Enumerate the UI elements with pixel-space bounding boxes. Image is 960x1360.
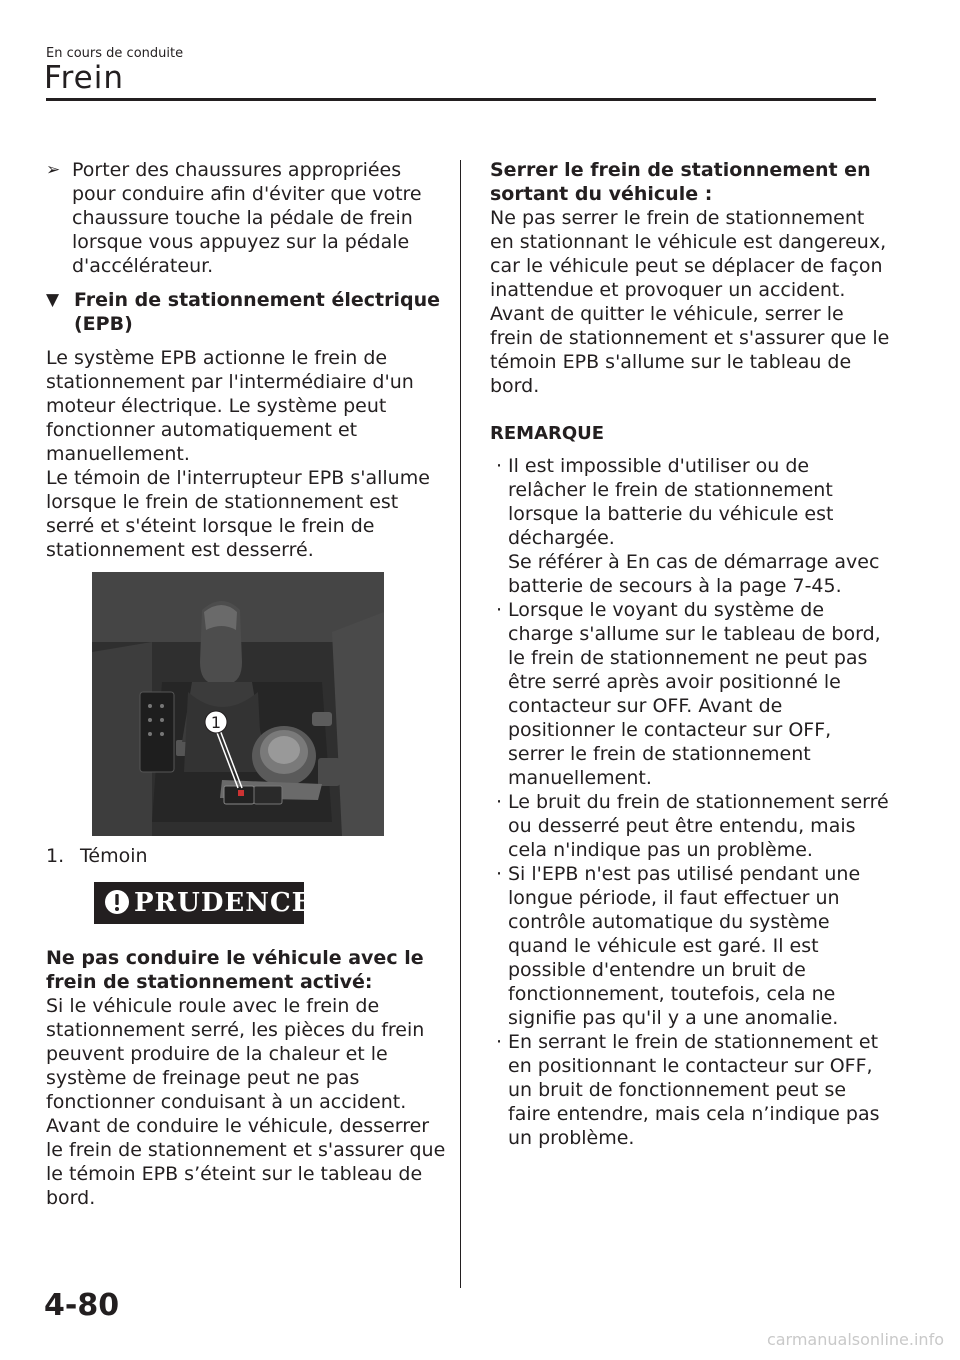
right-column bbox=[490, 158, 890, 1150]
caution-body: Si le véhicule roule avec le frein de stationnement serré, les pièces du frein peuvent produire de la chaleur et le système de freinage peut ne pas fonctionner conduisant à un accident. Avant de conduire le véhicule, desserrer le frein de stationnement et s'assurer que le témoin EPB s’éteint sur le tableau de bord. bbox=[46, 995, 446, 1209]
arrow-bullet-icon: ➢ bbox=[46, 160, 61, 180]
remark-list bbox=[490, 454, 890, 1150]
caution-banner bbox=[94, 882, 313, 924]
dot-bullet-icon: · bbox=[495, 455, 503, 477]
remark-item bbox=[490, 1030, 890, 1150]
paragraph: Le système EPB actionne le frein de stationnement par l'intermédiaire d'un moteur électrique. Le système peut fonctionner automatiquement et manuellement. bbox=[46, 347, 414, 465]
dot-bullet-icon: · bbox=[495, 599, 503, 621]
remark-item bbox=[490, 862, 890, 1030]
paragraph: Ne pas serrer le frein de stationnement en stationnant le véhicule est dangereux, car le véhicule peut se déplacer de façon inattendue et provoquer un accident. Avant de quitter le véhicule, serrer le frein de stationnement et s'assurer que le témoin EPB s'allume sur le tableau de bord. bbox=[490, 207, 890, 397]
epb-console-photo bbox=[92, 572, 384, 836]
subheading bbox=[46, 288, 446, 336]
remark-text: Lorsque le voyant du système de charge s'allume sur le tableau de bord, le frein de stationnement ne peut pas être serré après avoir positionné le contacteur sur OFF. Avant de positionner le contacteur sur OFF, serrer le frein de stationnement manuellement. bbox=[508, 599, 881, 789]
bullet-item bbox=[46, 158, 446, 278]
left-column bbox=[46, 158, 446, 1210]
remark-text: Le bruit du frein de stationnement serré ou desserré peut être entendu, mais cela n'indique pas un problème. bbox=[508, 791, 889, 861]
header-rule bbox=[46, 98, 876, 101]
remark-item bbox=[490, 790, 890, 862]
dot-bullet-icon: · bbox=[495, 791, 503, 813]
figure-callout: 1 bbox=[210, 713, 222, 732]
caption-number: 1. bbox=[46, 845, 65, 867]
bullet-text: Porter des chaussures appropriées pour conduire afin d'éviter que votre chaussure touche la pédale de frein lorsque vous appuyez sur la pédale d'accélérateur. bbox=[72, 159, 422, 277]
section-label: En cours de conduite bbox=[46, 46, 184, 61]
warning-heading: Serrer le frein de stationnement en sortant du véhicule : bbox=[490, 159, 871, 205]
page-title: Frein bbox=[44, 60, 124, 96]
watermark: carmanualsonline.info bbox=[766, 1330, 944, 1349]
page-number: 4-80 bbox=[44, 1288, 120, 1323]
column-divider bbox=[460, 160, 461, 1288]
figure-caption bbox=[46, 844, 446, 868]
triangle-down-icon: ▼ bbox=[46, 290, 60, 310]
caution-title: Ne pas conduire le véhicule avec le frein de stationnement activé: bbox=[46, 947, 424, 993]
remark-heading: REMARQUE bbox=[490, 423, 605, 444]
dot-bullet-icon: · bbox=[495, 1031, 503, 1053]
subheading-text: Frein de stationnement électrique (EPB) bbox=[74, 289, 441, 335]
caution-label: PRUDENCE bbox=[134, 888, 313, 918]
remark-text: Si l'EPB n'est pas utilisé pendant une longue période, il faut effectuer un contrôle automatique du système quand le véhicule est garé. Il est possible d'entendre un bruit de fonctionnement, toutefois, cela ne signifie pas qu'il y a une anomalie. bbox=[508, 863, 861, 1029]
remark-text: Se référer à En cas de démarrage avec batterie de secours à la page 7-45. bbox=[508, 551, 880, 597]
warning-icon bbox=[104, 889, 130, 915]
remark-item bbox=[490, 598, 890, 790]
remark-text: En serrant le frein de stationnement et en positionnant le contacteur sur OFF, un bruit de fonctionnement peut se faire entendre, mais cela n’indique pas un problème. bbox=[508, 1031, 880, 1149]
remark-item bbox=[490, 454, 890, 598]
remark-text: Il est impossible d'utiliser ou de relâcher le frein de stationnement lorsque la batterie du véhicule est déchargée. bbox=[508, 455, 834, 549]
paragraph: Le témoin de l'interrupteur EPB s'allume lorsque le frein de stationnement est serré et s'éteint lorsque le frein de stationnement est desserré. bbox=[46, 467, 430, 561]
dot-bullet-icon: · bbox=[495, 863, 503, 885]
caption-text: Témoin bbox=[80, 845, 148, 867]
